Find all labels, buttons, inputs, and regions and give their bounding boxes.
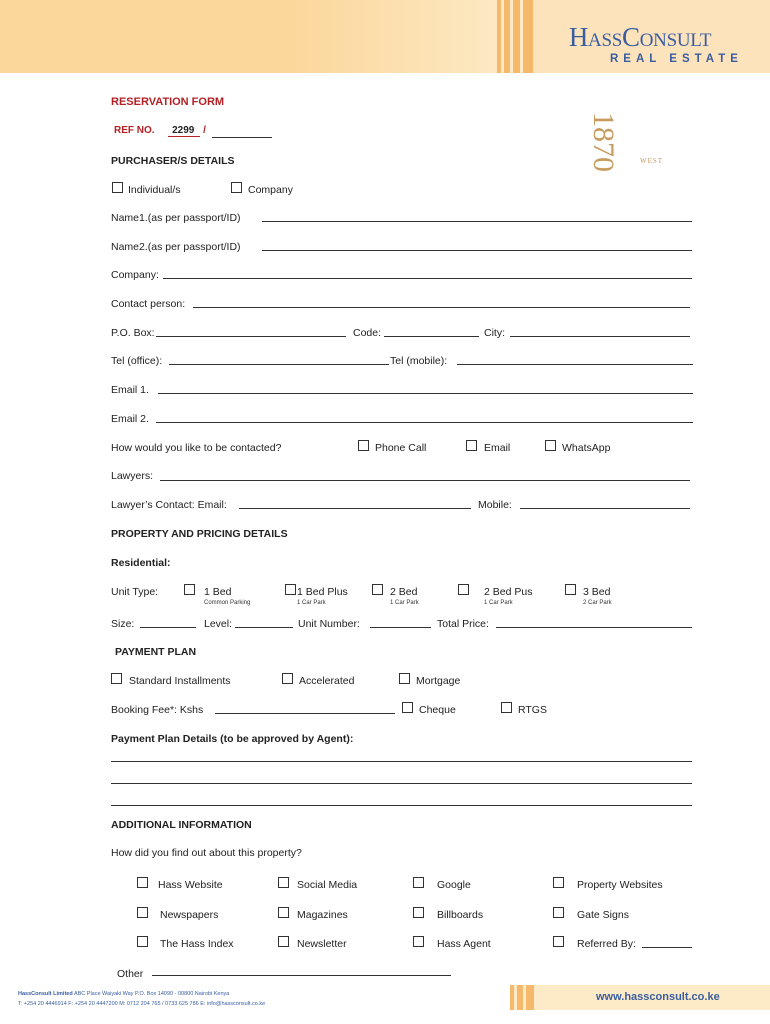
source-checkbox-newspapers[interactable]: [137, 907, 148, 918]
source-checkbox-social-media[interactable]: [278, 877, 289, 888]
unit-2bed-checkbox[interactable]: [372, 584, 383, 595]
unit-2bed-parking: 1 Car Park: [390, 600, 419, 606]
city-label: City:: [484, 327, 505, 339]
tel-office-field[interactable]: [169, 364, 389, 365]
purchaser-heading: PURCHASER/S DETAILS: [111, 155, 235, 167]
ref-number: [114, 125, 206, 136]
whatsapp-label: WhatsApp: [562, 442, 611, 454]
plan-details-line-1[interactable]: [111, 761, 692, 762]
form-title: RESERVATION FORM: [111, 96, 225, 108]
source-checkbox-hass-agent[interactable]: [413, 936, 424, 947]
email-option-label: Email: [484, 442, 511, 454]
booking-fee-label: Booking Fee*: Kshs: [111, 704, 204, 716]
project-badge-sub: WEST: [640, 157, 664, 165]
other-field[interactable]: [152, 975, 451, 976]
referred-by-field[interactable]: [642, 947, 692, 948]
source-label-hass-index: The Hass Index: [160, 938, 234, 950]
source-label-magazines: Magazines: [297, 909, 348, 921]
unit-2bedplus-label: 2 Bed Pus: [484, 586, 533, 598]
unit-2bedplus-checkbox[interactable]: [458, 584, 469, 595]
lawyer-mobile-field[interactable]: [520, 508, 690, 509]
tel-mobile-field[interactable]: [457, 364, 693, 365]
property-heading: PROPERTY AND PRICING DETAILS: [111, 528, 288, 540]
residential-heading: Residential:: [111, 557, 171, 569]
accelerated-checkbox[interactable]: [282, 673, 293, 684]
pobox-label: P.O. Box:: [111, 327, 155, 339]
source-checkbox-gate-signs[interactable]: [553, 907, 564, 918]
project-badge: 1870: [587, 112, 620, 172]
ref-label: REF NO.: [114, 125, 155, 136]
source-checkbox-google[interactable]: [413, 877, 424, 888]
standard-installments-label: Standard Installments: [129, 675, 231, 687]
unit-1bedplus-parking: 1 Car Park: [297, 600, 326, 606]
city-field[interactable]: [510, 336, 690, 337]
lawyers-label: Lawyers:: [111, 470, 154, 482]
plan-details-line-2[interactable]: [111, 783, 692, 784]
unit-3bed-label: 3 Bed: [583, 586, 611, 598]
standard-installments-checkbox[interactable]: [111, 673, 122, 684]
company-logo: HassConsult: [568, 22, 712, 52]
unit-2bedplus-parking: 1 Car Park: [484, 600, 513, 606]
unit-1bed-parking: Common Parking: [204, 600, 251, 606]
source-checkbox-billboards[interactable]: [413, 907, 424, 918]
name2-field[interactable]: [262, 250, 692, 251]
code-label: Code:: [353, 327, 382, 339]
email2-field[interactable]: [156, 422, 693, 423]
name1-field[interactable]: [262, 221, 692, 222]
email1-field[interactable]: [158, 393, 693, 394]
source-label-hass-website: Hass Website: [158, 879, 223, 891]
source-checkbox-referred-by[interactable]: [553, 936, 564, 947]
rtgs-checkbox[interactable]: [501, 702, 512, 713]
email1-label: Email 1.: [111, 384, 149, 396]
email-checkbox[interactable]: [466, 440, 477, 451]
individual-checkbox[interactable]: [112, 182, 123, 193]
source-label-google: Google: [437, 879, 471, 891]
unit-number-field[interactable]: [370, 627, 431, 628]
source-label-social-media: Social Media: [297, 879, 358, 891]
website-link[interactable]: www.hassconsult.co.ke: [596, 991, 720, 1003]
contact-person-label: Contact person:: [111, 298, 186, 310]
tel-mobile-label: Tel (mobile):: [390, 355, 448, 367]
accelerated-label: Accelerated: [299, 675, 355, 687]
source-checkbox-newsletter[interactable]: [278, 936, 289, 947]
unit-type-label: Unit Type:: [111, 586, 159, 598]
logo-subtitle: REAL ESTATE: [610, 53, 743, 65]
size-field[interactable]: [140, 627, 196, 628]
ref-value: 2299: [168, 125, 200, 137]
ref-suffix-line[interactable]: [212, 137, 272, 138]
ref-separator: /: [203, 125, 206, 136]
company-name-label: Company:: [111, 269, 159, 281]
other-label: Other: [117, 968, 144, 980]
company-name-field[interactable]: [163, 278, 692, 279]
footer-address: [18, 991, 229, 997]
level-field[interactable]: [235, 627, 293, 628]
phone-call-label: Phone Call: [375, 442, 427, 454]
lawyers-field[interactable]: [160, 480, 690, 481]
individual-label: Individual/s: [128, 184, 181, 196]
source-label-newspapers: Newspapers: [160, 909, 219, 921]
unit-1bed-checkbox[interactable]: [184, 584, 195, 595]
source-label-hass-agent: Hass Agent: [437, 938, 491, 950]
unit-number-label: Unit Number:: [298, 618, 360, 630]
size-label: Size:: [111, 618, 135, 630]
pobox-field[interactable]: [156, 336, 346, 337]
lawyer-mobile-label: Mobile:: [478, 499, 512, 511]
code-field[interactable]: [384, 336, 479, 337]
footer-stripes: [510, 985, 534, 1010]
source-label-referred-by: Referred By:: [577, 938, 636, 950]
mortgage-checkbox[interactable]: [399, 673, 410, 684]
source-checkbox-property-websites[interactable]: [553, 877, 564, 888]
phone-call-checkbox[interactable]: [358, 440, 369, 451]
unit-3bed-parking: 2 Car Park: [583, 600, 612, 606]
plan-details-line-3[interactable]: [111, 805, 692, 806]
total-price-label: Total Price:: [437, 618, 489, 630]
booking-fee-field[interactable]: [215, 713, 395, 714]
header-stripes: [497, 0, 533, 73]
rtgs-label: RTGS: [518, 704, 547, 716]
unit-3bed-checkbox[interactable]: [565, 584, 576, 595]
cheque-label: Cheque: [419, 704, 456, 716]
header-banner: [0, 0, 528, 73]
source-label-gate-signs: Gate Signs: [577, 909, 629, 921]
whatsapp-checkbox[interactable]: [545, 440, 556, 451]
contact-person-field[interactable]: [193, 307, 690, 308]
unit-1bed-label: 1 Bed: [204, 586, 232, 598]
footer-contacts: T: +254 20 4446914 F: +254 20 4447200 M: 0712 204 765 / 0733 625 786 E: info@hassconsult.co.ke: [18, 1001, 266, 1007]
name1-label: Name1.(as per passport/ID): [111, 212, 241, 224]
source-label-newsletter: Newsletter: [297, 938, 347, 950]
source-checkbox-hass-index[interactable]: [137, 936, 148, 947]
footer-company: HassConsult Limited: [18, 991, 73, 997]
source-checkbox-hass-website[interactable]: [137, 877, 148, 888]
plan-details-label: Payment Plan Details (to be approved by Agent):: [111, 733, 354, 745]
source-label-billboards: Billboards: [437, 909, 484, 921]
company-checkbox[interactable]: [231, 182, 242, 193]
source-question: How did you find out about this property?: [111, 847, 302, 859]
tel-office-label: Tel (office):: [111, 355, 163, 367]
company-label: Company: [248, 184, 293, 196]
unit-1bedplus-checkbox[interactable]: [285, 584, 296, 595]
source-checkbox-magazines[interactable]: [278, 907, 289, 918]
lawyer-email-label: Lawyer’s Contact: Email:: [111, 499, 227, 511]
additional-heading: ADDITIONAL INFORMATION: [111, 819, 252, 831]
contact-method-question: How would you like to be contacted?: [111, 442, 282, 454]
footer-address-text: ABC Place Waiyaki Way P.O. Box 14090 - 00800 Nairobi Kenya: [73, 991, 230, 997]
source-label-property-websites: Property Websites: [577, 879, 663, 891]
unit-1bedplus-label: 1 Bed Plus: [297, 586, 348, 598]
email2-label: Email 2.: [111, 413, 149, 425]
payment-heading: PAYMENT PLAN: [115, 646, 197, 658]
unit-2bed-label: 2 Bed: [390, 586, 418, 598]
mortgage-label: Mortgage: [416, 675, 461, 687]
total-price-field[interactable]: [496, 627, 692, 628]
name2-label: Name2.(as per passport/ID): [111, 241, 241, 253]
lawyer-email-field[interactable]: [239, 508, 471, 509]
cheque-checkbox[interactable]: [402, 702, 413, 713]
level-label: Level:: [204, 618, 233, 630]
